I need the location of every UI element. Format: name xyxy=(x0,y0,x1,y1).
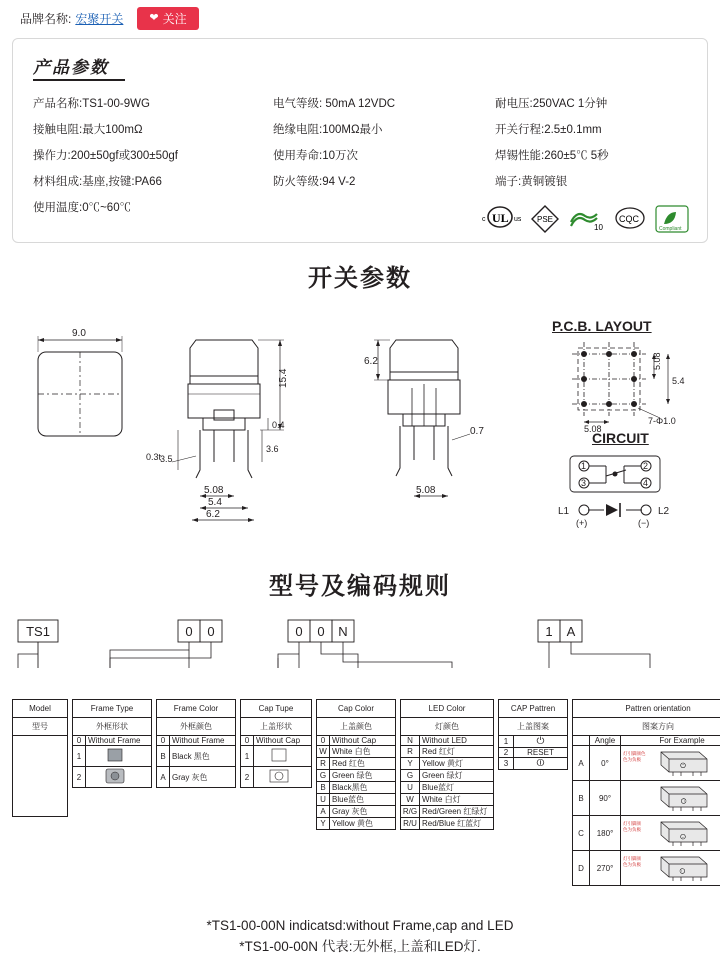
code-key: W xyxy=(317,746,330,758)
svg-text:⏻: ⏻ xyxy=(679,798,686,804)
orientation-subheader-angle: Angle xyxy=(590,736,621,746)
power-symbol-icon: ⏻ xyxy=(514,736,568,748)
code-table-orientation xyxy=(572,699,720,886)
code-value: Blue蓝灯 xyxy=(420,782,494,794)
svg-text:灯引脚颜: 灯引脚颜 xyxy=(623,821,641,826)
code-key: 0 xyxy=(73,736,86,746)
code-box-model: TS1 xyxy=(26,624,50,639)
table-row xyxy=(33,143,693,169)
code-table-cap-type xyxy=(240,699,312,788)
dim-0-4: 0.4 xyxy=(272,420,285,430)
green-compliant-icon xyxy=(655,204,689,234)
heart-icon: ❤ xyxy=(149,11,159,24)
dim-pcb-508h: 5.08 xyxy=(584,424,602,434)
code-key: R/U xyxy=(401,818,420,830)
table-row xyxy=(33,117,693,143)
code-table-model xyxy=(12,699,68,817)
col-header-zh: 图案方向 xyxy=(573,718,720,736)
circuit-node-4: 4 xyxy=(643,478,649,488)
code-value: White 白色 xyxy=(330,746,396,758)
param-cell: 耐电压:250VAC 1分钟 xyxy=(495,98,608,110)
product-parameter-card xyxy=(12,38,708,243)
orientation-example-c-icon xyxy=(621,816,720,851)
col-header-en: Cap Color xyxy=(317,700,396,718)
code-table-frame-color xyxy=(156,699,236,788)
svg-text:灯引脚颜色: 灯引脚颜色 xyxy=(623,751,646,756)
section-title-model-rules: 型号及编码规则 xyxy=(269,573,451,600)
code-value: Blue蓝色 xyxy=(330,794,396,806)
dim-508-front: 5.08 xyxy=(416,485,436,496)
code-value: Without Cap xyxy=(330,736,396,746)
dim-508-side: 5.08 xyxy=(204,485,224,496)
note-line-zh: *TS1-00-00N 代表:无外框,上盖和LED灯. xyxy=(239,939,481,954)
code-table-cap-color xyxy=(316,699,396,830)
code-key: G xyxy=(401,770,420,782)
dim-pcb-hole: 7-Φ1.0 xyxy=(648,416,676,426)
code-value: 90° xyxy=(590,781,621,816)
code-value: Red/Blue 红蓝灯 xyxy=(420,818,494,830)
code-key: R/G xyxy=(401,806,420,818)
svg-text:CQC: CQC xyxy=(619,214,639,224)
code-key: B xyxy=(157,746,170,767)
code-value: Gray 灰色 xyxy=(330,806,396,818)
follow-button[interactable] xyxy=(137,7,198,30)
param-cell: 电气等级: 50mA 12VDC xyxy=(273,98,396,110)
code-key: 2 xyxy=(499,748,514,758)
footer-notes xyxy=(0,915,720,957)
code-key: 3 xyxy=(499,758,514,770)
col-header-en: Frame Color xyxy=(157,700,236,718)
svg-text:10: 10 xyxy=(594,223,603,232)
code-value: Without LED xyxy=(420,736,494,746)
code-box-cap-type: 0 xyxy=(295,624,303,639)
code-key: A xyxy=(317,806,330,818)
code-key: G xyxy=(317,770,330,782)
orientation-example-b-icon xyxy=(621,781,720,816)
code-box-cap-color: 0 xyxy=(317,624,325,639)
param-card-title: 产品参数 xyxy=(33,58,109,77)
code-value: Red 红灯 xyxy=(420,746,494,758)
svg-text:色为负极: 色为负极 xyxy=(623,827,641,832)
code-value: Green 绿灯 xyxy=(420,770,494,782)
code-key: R xyxy=(317,758,330,770)
code-key: N xyxy=(401,736,420,746)
code-key: B xyxy=(317,782,330,794)
code-box-frame-type: 0 xyxy=(185,624,193,639)
code-value: Yellow 黄色 xyxy=(330,818,396,830)
code-key: 2 xyxy=(241,767,254,788)
table-row xyxy=(33,169,693,195)
code-key: W xyxy=(401,794,420,806)
param-cell: 产品名称:TS1-00-9WG xyxy=(33,98,150,110)
col-header-en: LED Color xyxy=(401,700,494,718)
svg-text:PSE: PSE xyxy=(537,215,554,224)
param-grid xyxy=(33,91,693,221)
svg-text:色为负极: 色为负极 xyxy=(623,862,641,867)
code-key: 1 xyxy=(241,746,254,767)
code-value: White 白灯 xyxy=(420,794,494,806)
svg-text:UL: UL xyxy=(492,211,509,225)
circuit-node-1: 1 xyxy=(581,461,587,471)
svg-text:c: c xyxy=(482,216,486,223)
circuit-minus: (−) xyxy=(638,518,650,528)
svg-text:Compliant: Compliant xyxy=(659,226,682,232)
code-value: 270° xyxy=(590,851,621,886)
code-key: 0 xyxy=(157,736,170,746)
col-header-en: CAP Pattren xyxy=(499,700,568,718)
brand-bar xyxy=(0,0,720,36)
code-key: 2 xyxy=(73,767,86,788)
col-header-en: Pattren orientation xyxy=(573,700,720,718)
code-value: Black黑色 xyxy=(330,782,396,794)
code-key: A xyxy=(573,746,590,781)
table-row xyxy=(33,91,693,117)
param-cell: 操作力:200±50gf或300±50gf xyxy=(33,150,178,162)
code-box-orientation: A xyxy=(566,624,576,639)
code-key: B xyxy=(573,781,590,816)
rohs-cert-icon xyxy=(569,204,605,234)
section-title-switch-params: 开关参数 xyxy=(308,265,412,292)
param-cell xyxy=(273,195,495,221)
dim-0-3t: 0.3t xyxy=(146,452,162,462)
brand-label: 品牌名称: xyxy=(20,11,72,26)
code-value: Without Frame xyxy=(170,736,236,746)
code-value: 180° xyxy=(590,816,621,851)
code-value: RESET xyxy=(514,748,568,758)
frame-type-1-icon xyxy=(86,746,152,767)
note-line-en: *TS1-00-00N indicatsd:without Frame,cap and LED xyxy=(206,918,514,933)
code-key: U xyxy=(401,782,420,794)
code-value: 0° xyxy=(590,746,621,781)
code-table-cap-pattern xyxy=(498,699,568,770)
param-cell: 材料组成:基座,按键:PA66 xyxy=(33,176,162,188)
param-cell: 端子:黄铜镀银 xyxy=(495,176,568,188)
circuit-node-2: 2 xyxy=(643,461,649,471)
code-box-cap-pattern: 1 xyxy=(545,624,553,639)
svg-text:⏻: ⏻ xyxy=(680,868,687,874)
col-header-zh: 外框形状 xyxy=(73,718,152,736)
follow-label: 关注 xyxy=(162,11,187,26)
dim-side-height: 15.4 xyxy=(278,368,289,388)
param-cell: 使用寿命:10万次 xyxy=(273,150,358,162)
frame-type-2-icon xyxy=(86,767,152,788)
certification-logos xyxy=(481,204,689,234)
svg-text:灯引脚颜: 灯引脚颜 xyxy=(623,856,641,861)
col-header-zh: 上盖颜色 xyxy=(317,718,396,736)
col-header-en: Model xyxy=(13,700,68,718)
code-value: Without Cap xyxy=(254,736,312,746)
dim-top-width: 9.0 xyxy=(72,328,86,339)
svg-text:⏻: ⏻ xyxy=(680,763,686,770)
code-value: Yellow 黄灯 xyxy=(420,758,494,770)
param-cell: 防火等级:94 V-2 xyxy=(273,176,356,188)
orientation-subheader-example: For Example xyxy=(621,736,720,746)
circuit-l1: L1 xyxy=(558,506,570,517)
col-header-zh: 外框颜色 xyxy=(157,718,236,736)
dim-pcb-54: 5.4 xyxy=(672,376,685,386)
col-header-zh: 上盖图案 xyxy=(499,718,568,736)
col-header-zh: 灯颜色 xyxy=(401,718,494,736)
code-table-led-color xyxy=(400,699,494,830)
dim-07: 0.7 xyxy=(470,426,484,437)
brand-name-link[interactable]: 宏聚开关 xyxy=(75,11,124,26)
col-header-zh: 型号 xyxy=(13,718,68,736)
code-box-frame-color: 0 xyxy=(207,624,215,639)
dim-pcb-508v: 5.08 xyxy=(652,352,662,370)
code-key: R xyxy=(401,746,420,758)
dim-3-5: 3.5 xyxy=(160,454,173,464)
pcb-layout-title: P.C.B. LAYOUT xyxy=(552,318,652,334)
orientation-example-a-icon xyxy=(621,746,720,781)
svg-text:色为负极: 色为负极 xyxy=(623,757,641,762)
param-cell: 焊锡性能:260±5℃ 5秒 xyxy=(495,150,609,162)
svg-text:us: us xyxy=(514,216,521,223)
circuit-plus: (+) xyxy=(576,518,588,528)
code-key: 0 xyxy=(317,736,330,746)
code-key: D xyxy=(573,851,590,886)
standby-symbol-icon: ⏼ xyxy=(514,758,568,770)
dim-54: 5.4 xyxy=(208,497,222,508)
code-key: Y xyxy=(401,758,420,770)
code-key: 1 xyxy=(499,736,514,748)
code-value: Gray 灰色 xyxy=(170,767,236,788)
param-cell: 开关行程:2.5±0.1mm xyxy=(495,124,602,136)
code-key: C xyxy=(573,816,590,851)
col-header-en: Frame Type xyxy=(73,700,152,718)
code-key: 0 xyxy=(241,736,254,746)
code-value: Green 绿色 xyxy=(330,770,396,782)
pse-cert-icon xyxy=(530,204,560,234)
param-cell: 接触电阻:最大100mΩ xyxy=(33,124,143,136)
cap-type-1-icon xyxy=(254,746,312,767)
ul-cert-icon xyxy=(481,204,521,234)
code-table-frame-type xyxy=(72,699,152,788)
param-cell: 绝缘电阻:100MΩ最小 xyxy=(273,124,383,136)
col-header-zh: 上盖形状 xyxy=(241,718,312,736)
circuit-l2: L2 xyxy=(658,506,670,517)
cqc-cert-icon xyxy=(614,204,646,234)
code-key: A xyxy=(157,767,170,788)
code-key: Y xyxy=(317,818,330,830)
code-value: Without Frame xyxy=(86,736,152,746)
cap-type-2-icon xyxy=(254,767,312,788)
dim-3-6: 3.6 xyxy=(266,444,279,454)
dim-62: 6.2 xyxy=(206,509,220,520)
code-value: Red/Green 红绿灯 xyxy=(420,806,494,818)
circuit-node-3: 3 xyxy=(581,478,587,488)
dim-front-62: 6.2 xyxy=(364,356,378,367)
param-title-underline xyxy=(33,79,125,81)
code-value: Red 红色 xyxy=(330,758,396,770)
param-cell: 使用温度:0℃~60℃ xyxy=(33,202,132,214)
model-coding-diagram xyxy=(0,606,720,906)
code-key: U xyxy=(317,794,330,806)
circuit-title: CIRCUIT xyxy=(592,430,649,446)
col-header-en: Cap Tupe xyxy=(241,700,312,718)
code-box-led-color: N xyxy=(338,624,348,639)
code-key: 1 xyxy=(73,746,86,767)
svg-text:⏻: ⏻ xyxy=(680,832,686,839)
code-value: Black 黑色 xyxy=(170,746,236,767)
orientation-example-d-icon xyxy=(621,851,720,886)
